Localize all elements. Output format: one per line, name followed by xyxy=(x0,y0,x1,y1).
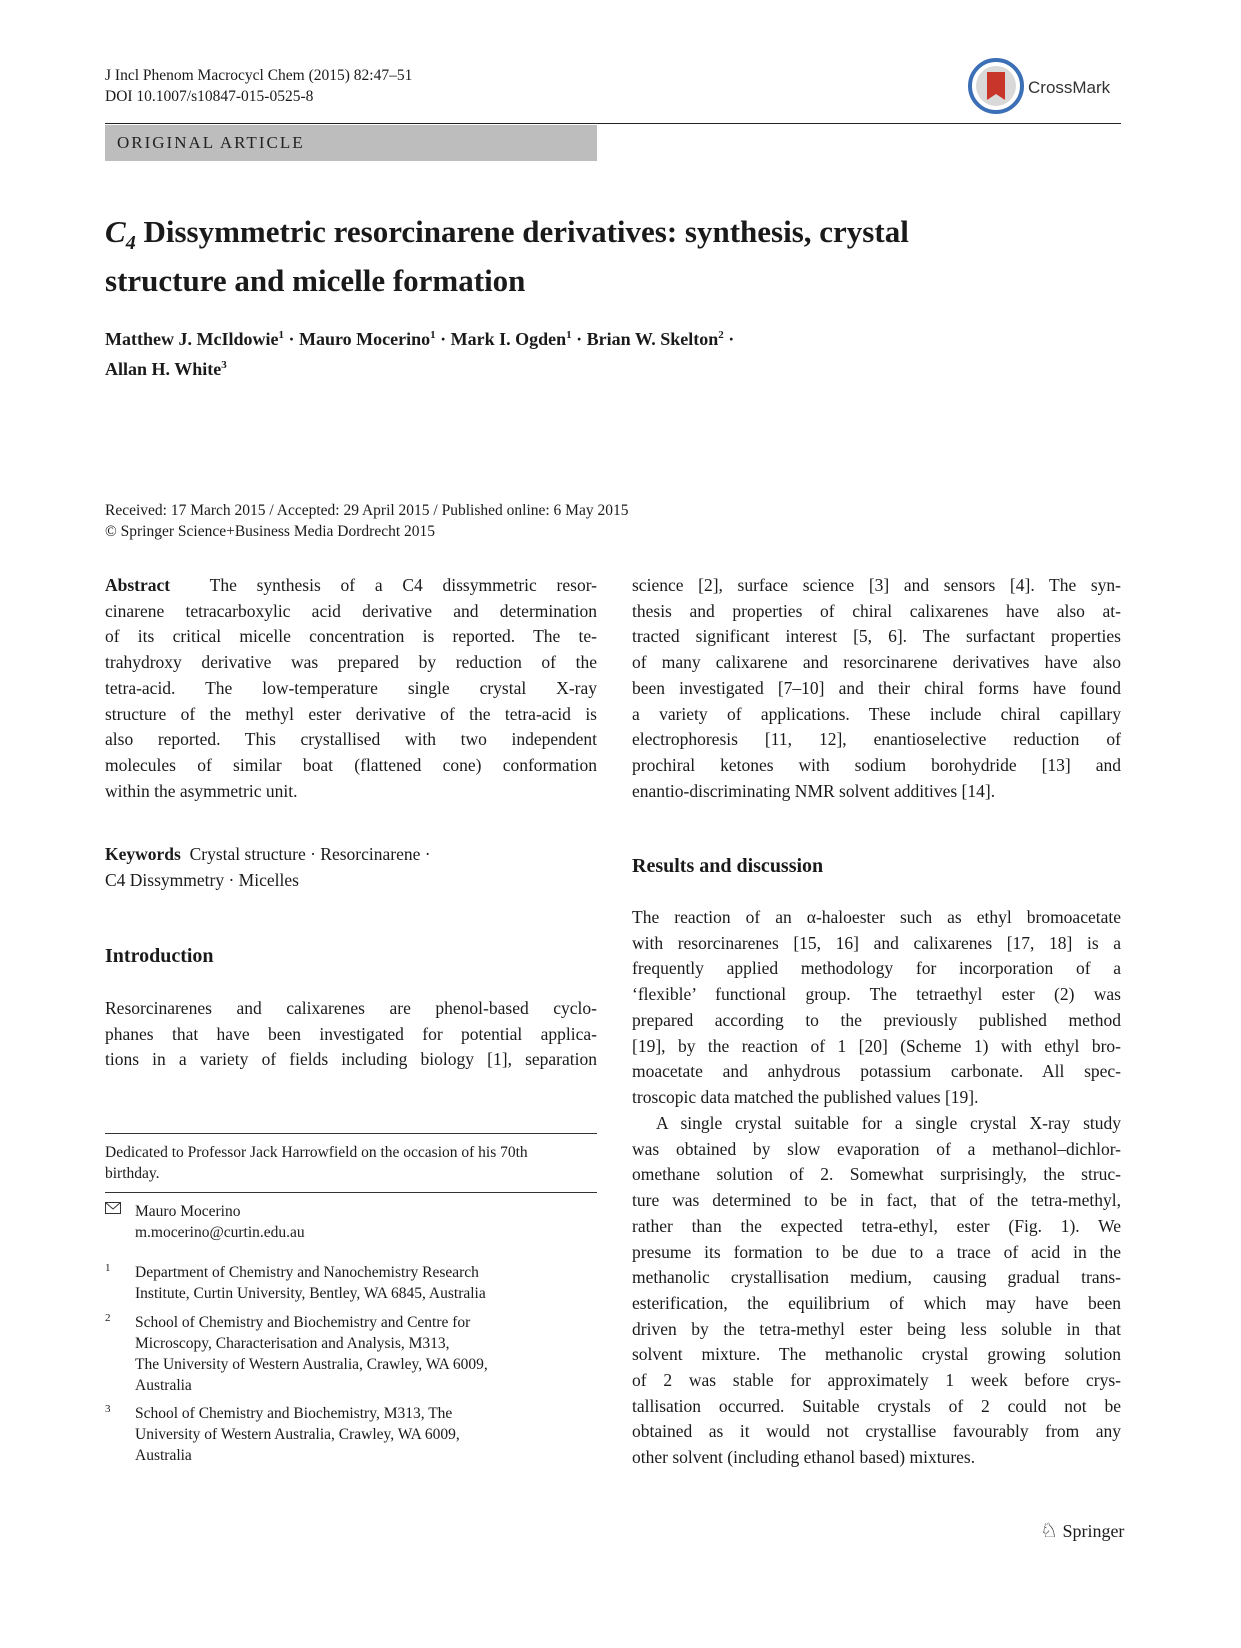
author-5[interactable]: Allan H. White xyxy=(105,359,222,379)
author-1[interactable]: Matthew J. McIldowie xyxy=(105,329,279,349)
contact-name: Mauro Mocerino xyxy=(135,1203,241,1220)
results-paragraph-2: A single crystal suitable for a single crystal X-ray study was obtained by slow evaporation of a methanol–dichlor- omethane solution of 2. Somewhat surprisingly, the struc- ture was determined to be in fact, that of the tetra-methyl, rather than the expected tetra-ethyl, ester (Fig. 1). We presume its formation to be due to a trace of acid in the methanolic crystallisation medium, causing gradual trans- esterification, the equilibrium of which may have been driven by the tetra-methyl ester being less soluble in that solvent mixture. The methanolic crystal growing solution of 2 was stable for approximately 1 week before crys- tallisation occurred. Suitable crystals of 2 could not be obtained as it would not crystallise favourably from any other solvent (including ethanol based) mixtures. xyxy=(632,1113,1121,1468)
crossmark-icon xyxy=(968,58,1024,114)
introduction-continued: science [2], surface science [3] and sensors [4]. The syn- thesis and properties of chiral calixarenes have also at- tracted significant interest [5, 6]. The surfactant properties of many calixarene and resorcinarene derivatives have also been investigated [7–10] and their chiral forms have found a variety of applications. These include chiral capillary electrophoresis [11, 12], enantioselective reduction of prochiral ketones with sodium borohydride [13] and enantio-discriminating NMR solvent additives [14]. xyxy=(632,575,1121,801)
publication-dates: Received: 17 March 2015 / Accepted: 29 April 2015 / Published online: 6 May 2015 © Springer Science+Business Media Dordrecht 2015 xyxy=(105,502,629,540)
corresponding-author xyxy=(105,1192,597,1243)
doi[interactable]: DOI 10.1007/s10847-015-0525-8 xyxy=(105,88,314,105)
article-type-label: ORIGINAL ARTICLE xyxy=(117,133,305,152)
author-3[interactable]: Mark I. Ogden xyxy=(450,329,567,349)
crossmark-label: CrossMark xyxy=(1028,78,1111,97)
results-paragraph-1: The reaction of an α-haloester such as ethyl bromoacetate with resorcinarenes [15, 16] and calixarenes [17, 18] is a frequently applied methodology for incorporation of a ‘flexible’ functional group. The tetraethyl ester (2) was prepared according to the previously published method [19], by the reaction of 1 [20] (Scheme 1) with ethyl bro- moacetate and anhydrous potassium carbonate. All spec- troscopic data matched the published values [19]. xyxy=(632,907,1121,1107)
author-list: Matthew J. McIldowie$^1$ · Mauro Mocerino$^1$ · Mark I. Ogden$^1$ · Brian W. Skelton$^2$ · Allan H. White$^3$ xyxy=(105,329,735,379)
contact-email[interactable]: m.mocerino@curtin.edu.au xyxy=(135,1224,305,1241)
copyright: © Springer Science+Business Media Dordrecht 2015 xyxy=(105,523,436,540)
affiliation-1: 1 Department of Chemistry and Nanochemistry Research Institute, Curtin University, Bentley, WA 6845, Australia xyxy=(105,1262,486,1302)
author-2[interactable]: Mauro Mocerino xyxy=(298,329,431,349)
abstract: Abstract The synthesis of a C4 dissymmetric resor- cinarene tetracarboxylic acid derivative and determination of its critical micelle concentration is reported. The te- trahydroxy derivative was prepared by reduction of the tetra-acid. The low-temperature single crystal X-ray structure of the methyl ester derivative of the tetra-acid is also reported. This crystallised with two independent molecules of similar boat (flattened cone) conformation within the asymmetric unit. xyxy=(105,575,598,801)
article-type-banner xyxy=(105,125,597,161)
header-rule xyxy=(105,123,1121,124)
publisher-name: Springer xyxy=(1062,1521,1125,1541)
envelope-icon xyxy=(105,1199,121,1220)
keywords: Keywords Crystal structure · Resorcinarene · C4 Dissymmetry · Micelles xyxy=(105,844,431,890)
keywords-label: Keywords xyxy=(105,844,181,864)
affiliation-3: 3 School of Chemistry and Biochemistry, M313, The University of Western Australia, Crawley, WA 6009, Australia xyxy=(105,1403,460,1464)
author-4[interactable]: Brian W. Skelton xyxy=(586,329,719,349)
footnote-rule xyxy=(105,1133,597,1134)
title-c4: $C_4$ xyxy=(105,214,136,255)
dedication: Dedicated to Professor Jack Harrowfield on the occasion of his 70th birthday. xyxy=(105,1144,528,1182)
springer-horse-icon: ♘ xyxy=(1040,1520,1058,1542)
journal-citation: J Incl Phenom Macrocycl Chem (2015) 82:47–51 xyxy=(105,67,413,84)
affiliation-2: 2 School of Chemistry and Biochemistry and Centre for Microscopy, Characterisation and Analysis, M313, The University of Western Australia, Crawley, WA 6009, Australia xyxy=(105,1312,488,1394)
crossmark-badge[interactable] xyxy=(968,58,1128,118)
article-title: $C_4$ Dissymmetric resorcinarene derivatives: synthesis, crystal structure and micelle formation xyxy=(105,214,909,299)
introduction-text: Resorcinarenes and calixarenes are phenol-based cyclo- phanes that have been investigated for potential applica- tions in a variety of fields including biology [1], separation xyxy=(105,998,597,1070)
results-heading: Results and discussion xyxy=(632,855,824,877)
publisher-logo xyxy=(1040,1518,1124,1543)
abstract-label: Abstract xyxy=(105,575,171,595)
introduction-heading: Introduction xyxy=(105,945,214,967)
running-header xyxy=(105,65,412,107)
